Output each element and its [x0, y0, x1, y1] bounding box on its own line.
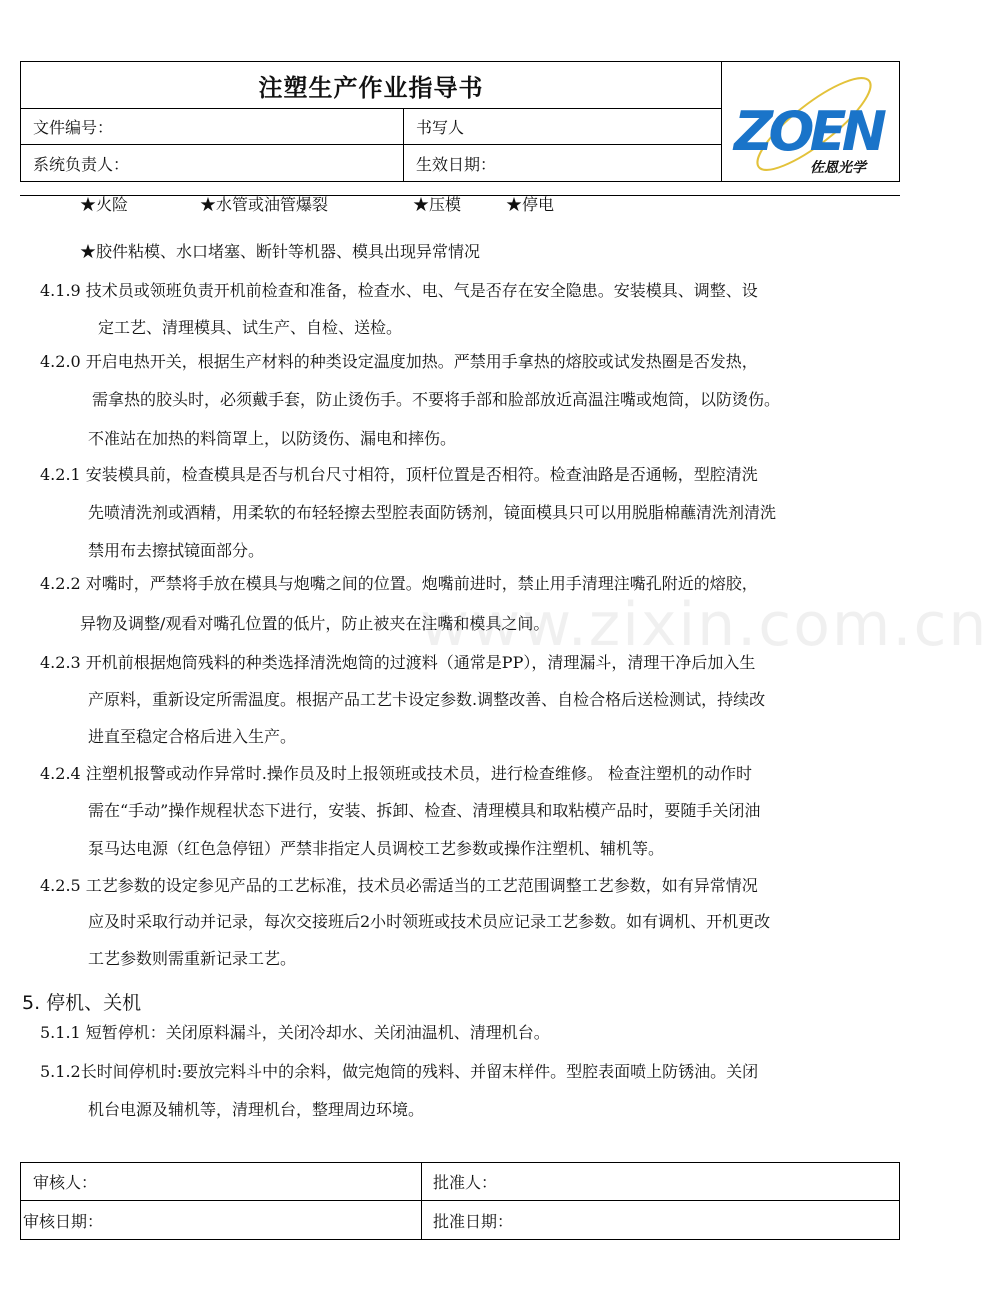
para-line: 4.2.0 开启电热开关，根据生产材料的种类设定温度加热。严禁用手拿热的熔胶或试发热圈是否发热， [40, 352, 758, 371]
approval-table [20, 1162, 900, 1240]
svg-text:佐恩光学: 佐恩光学 [810, 160, 866, 176]
column-divider [421, 1163, 422, 1239]
reviewer-label: 审核人： [21, 1163, 421, 1201]
company-logo [721, 62, 900, 181]
hazard-power-outage: ★停电 [506, 195, 555, 214]
para-line: 先喷清洗剂或酒精，用柔软的布轻轻擦去型腔表面防锈剂，镜面模具只可以用脱脂棉蘸清洗剂清洗 [88, 503, 777, 522]
responsible-label: 系统负责人： [21, 145, 404, 182]
para-line: 工艺参数则需重新记录工艺。 [88, 949, 297, 968]
effective-date-label: 生效日期： [416, 155, 497, 174]
para-line: 需在“手动”操作规程状态下进行，安装、拆卸、检查、清理模具和取粘模产品时，要随手关闭油 [88, 801, 761, 820]
para-line: 4.2.2 对嘴时，严禁将手放在模具与炮嘴之间的位置。炮嘴前进时，禁止用手清理注嘴孔附近的熔胶， [40, 574, 758, 593]
para-line: 4.1.9 技术员或领班负责开机前检查和准备，检查水、电、气是否存在安全隐患。安装模具、调整、设 [40, 281, 758, 300]
para-line: 4.2.3 开机前根据炮筒残料的种类选择清洗炮筒的过渡料（通常是PP），清理漏斗，清理干净后加入生 [40, 653, 756, 672]
para-line: 4.2.5 工艺参数的设定参见产品的工艺标准，技术员必需适当的工艺范围调整工艺参数，如有异常情况 [40, 876, 758, 895]
approve-date-label: 批准日期： [433, 1211, 514, 1231]
document-title: 注塑生产作业指导书 [21, 62, 721, 109]
section-5-line: 5.1.2长时间停机时:要放完料斗中的余料，做完炮筒的残料、并留末样件。型腔表面喷上防锈油。关闭 [40, 1062, 759, 1081]
section-5-line: 机台电源及辅机等，清理机台，整理周边环境。 [88, 1100, 425, 1119]
para-line: 禁用布去擦拭镜面部分。 [88, 541, 265, 560]
hazard-mold-press: ★压模 [413, 195, 462, 214]
hazard-pipe-burst: ★水管或油管爆裂 [200, 195, 329, 214]
para-line: 不准站在加热的料筒罩上，以防烫伤、漏电和摔伤。 [88, 429, 457, 448]
header-table [20, 61, 900, 182]
para-line: 4.2.4 注塑机报警或动作异常时.操作员及时上报领班或技术员，进行检查维修。 检查注塑机的动作时 [40, 764, 752, 783]
hazard-fire: ★火险 [80, 195, 129, 214]
para-line: 定工艺、清理模具、试生产、自检、送检。 [98, 318, 403, 337]
review-date-label: 审核日期： [23, 1211, 104, 1231]
para-line: 需拿热的胶头时，必须戴手套，防止烫伤手。不要将手部和脸部放近高温注嘴或炮筒，以防烫伤。 [92, 390, 781, 409]
doc-number-label: 文件编号： [21, 108, 404, 145]
section-5-line: 5.1.1 短暂停机：关闭原料漏斗，关闭冷却水、关闭油温机、清理机台。 [40, 1023, 550, 1042]
para-line: 产原料，重新设定所需温度。根据产品工艺卡设定参数.调整改善、自检合格后送检测试，持续改 [88, 690, 766, 709]
section-5-heading: 5. 停机、关机 [22, 992, 142, 1014]
svg-text:ZOEN: ZOEN [734, 100, 884, 163]
para-line: 4.2.1 安装模具前，检查模具是否与机台尺寸相符，顶杆位置是否相符。检查油路是否通畅，型腔清洗 [40, 465, 758, 484]
watermark: www.zixin.com.cn [420, 590, 988, 660]
writer-label: 书写人 [404, 108, 721, 145]
para-line: 异物及调整/观看对嘴孔位置的低片，防止被夹在注嘴和模具之间。 [80, 614, 550, 633]
para-line: 进直至稳定合格后进入生产。 [88, 727, 297, 746]
approver-label: 批准人： [421, 1163, 899, 1201]
para-line: 泵马达电源（红色急停钮）严禁非指定人员调校工艺参数或操作注塑机、辅机等。 [88, 839, 665, 858]
para-line: 应及时采取行动并记录，每次交接班后2小时领班或技术员应记录工艺参数。如有调机、开机更改 [88, 912, 771, 931]
hazard-line-2: ★胶件粘模、水口堵塞、断针等机器、模具出现异常情况 [80, 242, 481, 261]
